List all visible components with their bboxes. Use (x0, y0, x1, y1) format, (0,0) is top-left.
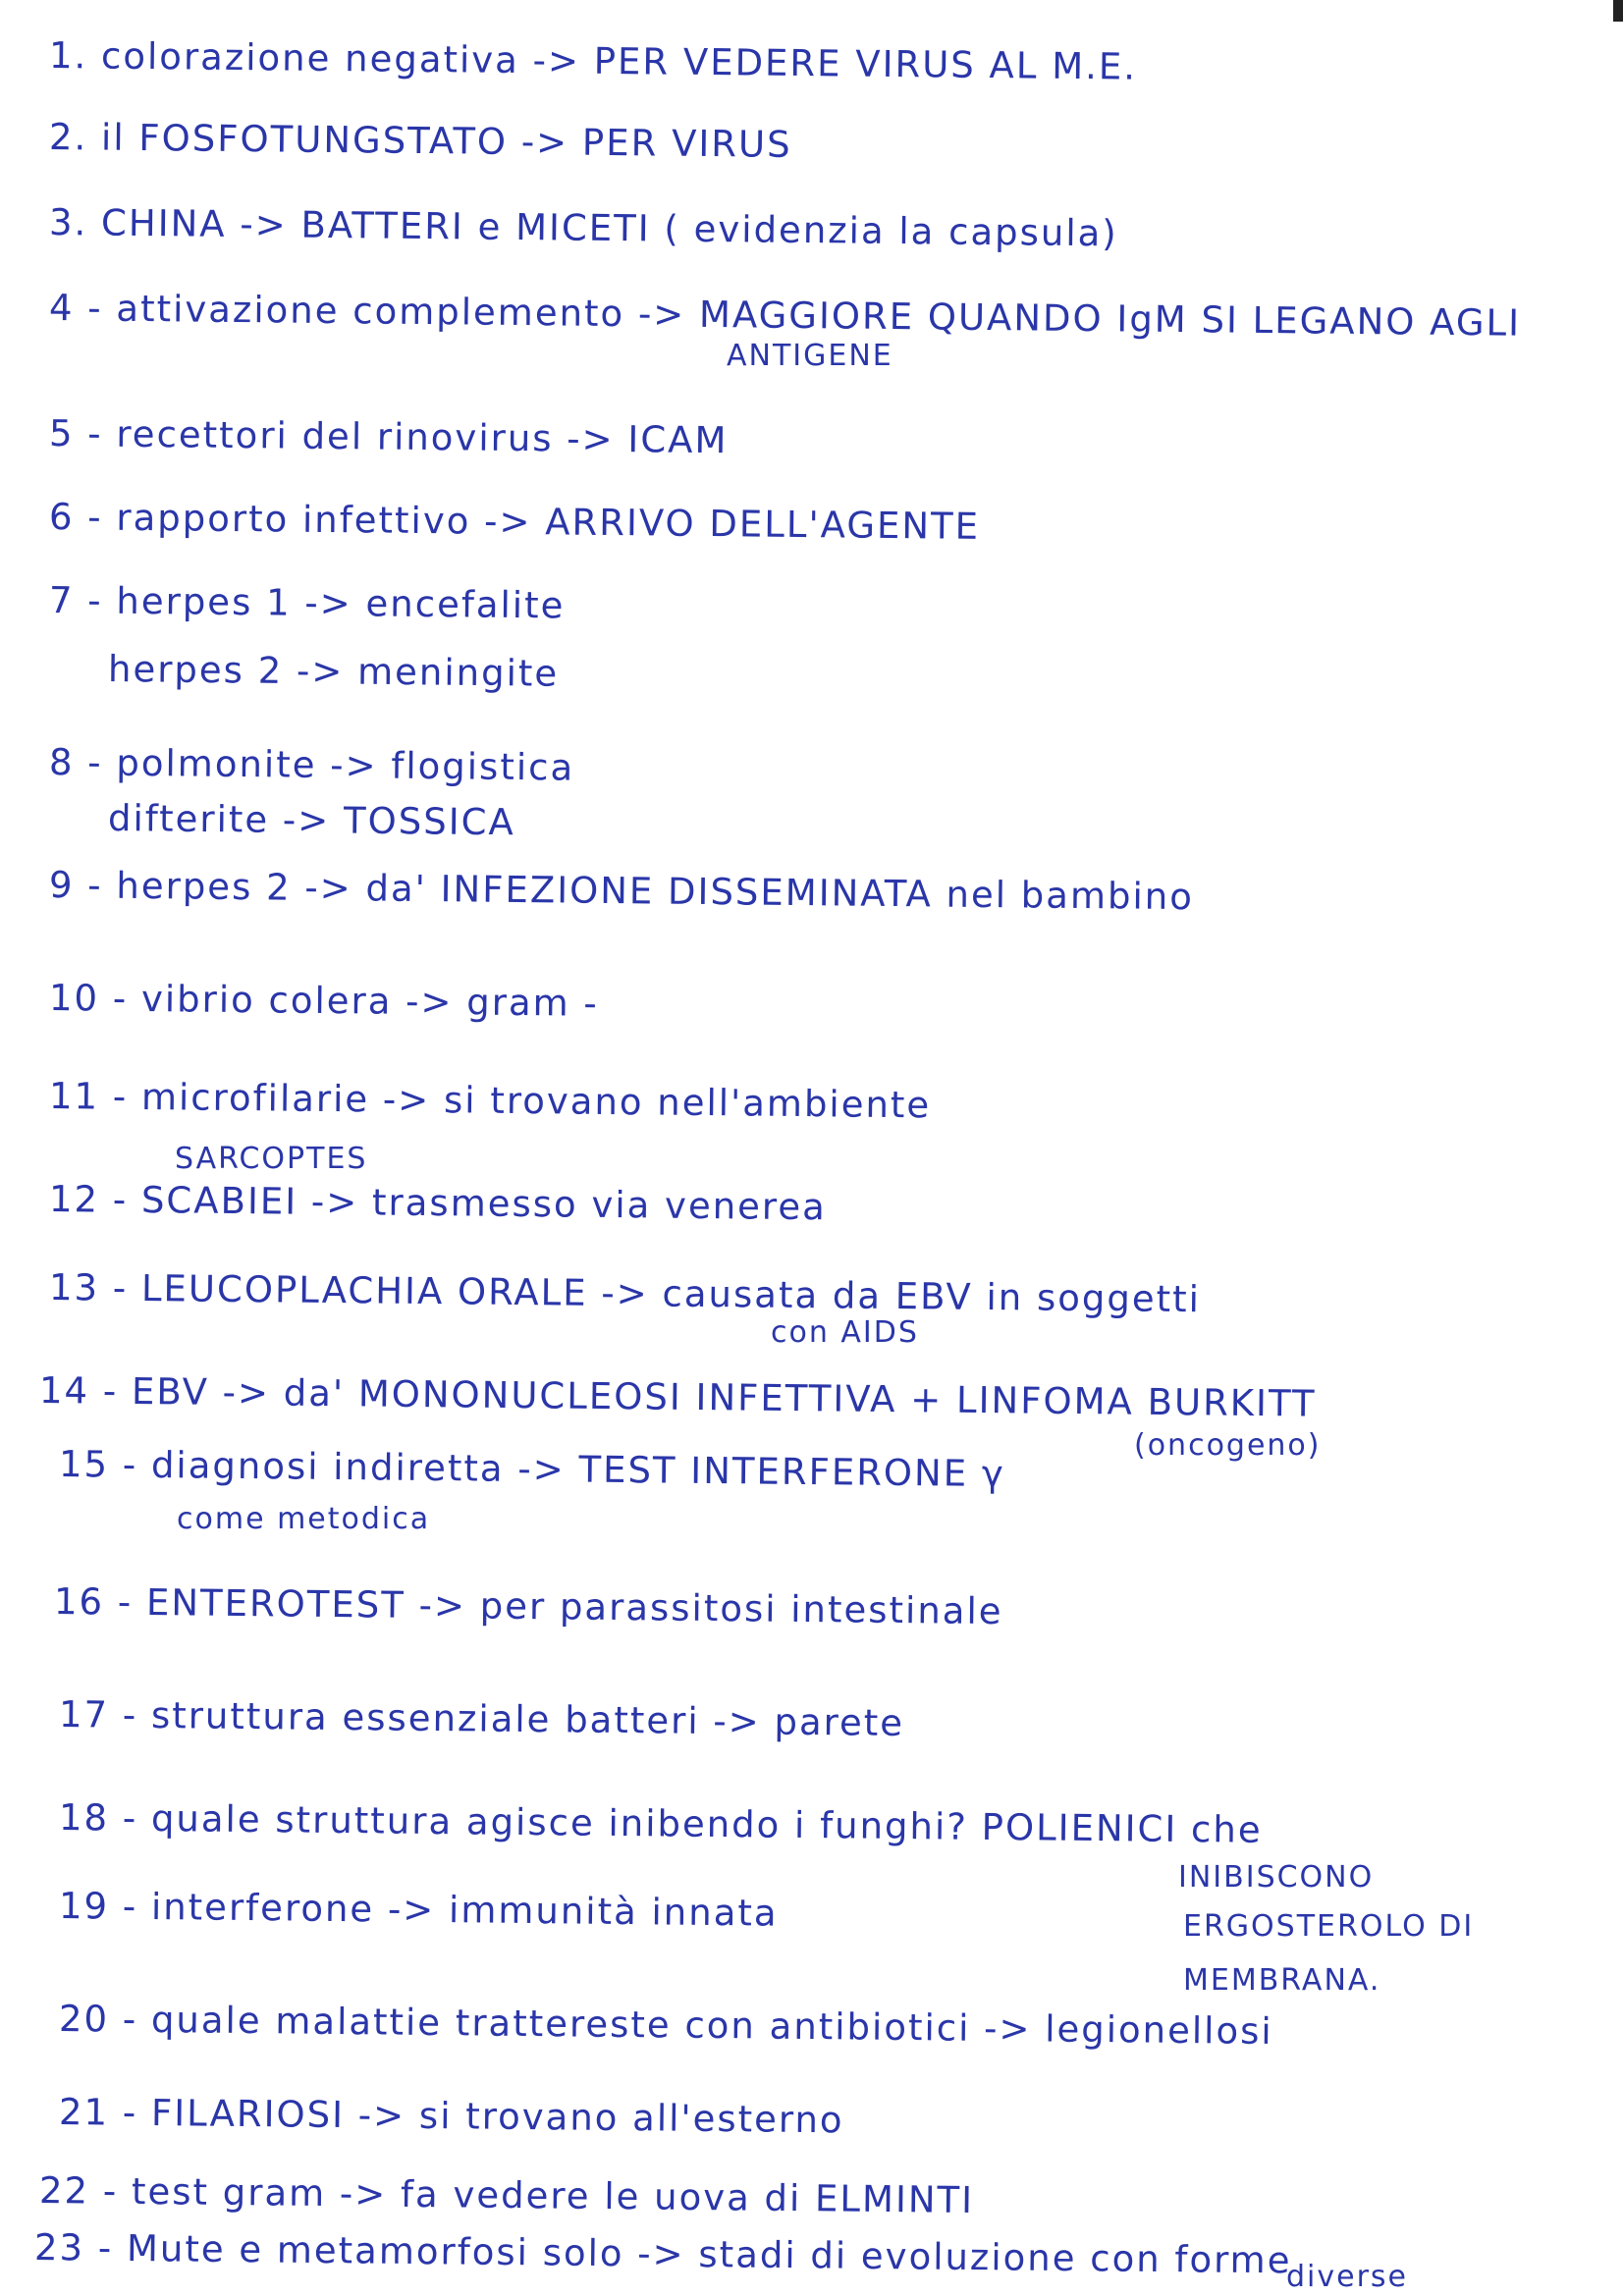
note-line-8b: difterite -> TOSSICA (107, 797, 516, 844)
scan-edge-mark (1613, 0, 1623, 22)
note-line-23: 23 - Mute e metamorfosi solo -> stadi di evoluzione con forme (33, 2226, 1292, 2282)
note-line-7a: 7 - herpes 1 -> encefalite (48, 579, 566, 627)
note-line-20: 20 - quale malattie trattereste con antibiotici -> legionellosi (58, 1998, 1273, 2053)
note-line-18-answer-1: INIBISCONO (1178, 1860, 1375, 1895)
note-line-3: 3. CHINA -> BATTERI e MICETI ( evidenzia la capsula) (48, 201, 1118, 255)
note-line-4: 4 - attivazione complemento -> MAGGIORE QUANDO IgM SI LEGANO AGLI (48, 287, 1522, 345)
note-line-6: 6 - rapporto infettivo -> ARRIVO DELL'AGENTE (48, 496, 981, 548)
note-line-5: 5 - recettori del rinovirus -> ICAM (48, 412, 729, 462)
note-line-17: 17 - struttura essenziale batteri -> parete (58, 1693, 905, 1745)
note-line-1: 1. colorazione negativa -> PER VEDERE VIRUS AL M.E. (48, 34, 1138, 88)
note-line-23-continuation: diverse (1286, 2260, 1409, 2294)
note-line-13-continuation: con AIDS (771, 1315, 919, 1350)
note-line-11: 11 - microfilarie -> si trovano nell'ambiente (48, 1075, 932, 1127)
note-line-18: 18 - quale struttura agisce inibendo i funghi? POLIENICI che (58, 1796, 1263, 1851)
note-line-13: 13 - LEUCOPLACHIA ORALE -> causata da EBV in soggetti (48, 1266, 1202, 1321)
note-line-21: 21 - FILARIOSI -> si trovano all'esterno (58, 2091, 844, 2142)
note-line-14-continuation: (oncogeno) (1134, 1428, 1322, 1463)
note-line-18-answer-3: MEMBRANA. (1183, 1963, 1381, 1998)
note-line-2: 2. il FOSFOTUNGSTATO -> PER VIRUS (48, 116, 792, 166)
note-line-12-annotation: SARCOPTES (175, 1142, 368, 1176)
note-line-16: 16 - ENTEROTEST -> per parassitosi intestinale (53, 1580, 1003, 1633)
note-line-4-continuation: ANTIGENE (727, 339, 893, 373)
note-line-9: 9 - herpes 2 -> da' INFEZIONE DISSEMINATA nel bambino (48, 864, 1195, 919)
note-line-8a: 8 - polmonite -> flogistica (48, 741, 575, 789)
note-line-14: 14 - EBV -> da' MONONUCLEOSI INFETTIVA + LINFOMA BURKITT (38, 1369, 1317, 1425)
note-line-15-continuation: come metodica (177, 1502, 431, 1536)
note-line-15: 15 - diagnosi indiretta -> TEST INTERFERONE γ (58, 1443, 1006, 1496)
note-line-19: 19 - interferone -> immunità innata (58, 1885, 779, 1935)
note-line-18-answer-2: ERGOSTEROLO DI (1183, 1909, 1475, 1944)
note-line-7b: herpes 2 -> meningite (107, 648, 560, 695)
note-line-22: 22 - test gram -> fa vedere le uova di ELMINTI (38, 2169, 975, 2221)
note-line-10: 10 - vibrio colera -> gram - (48, 977, 600, 1025)
note-line-12: 12 - SCABIEI -> trasmesso via venerea (48, 1178, 827, 1229)
